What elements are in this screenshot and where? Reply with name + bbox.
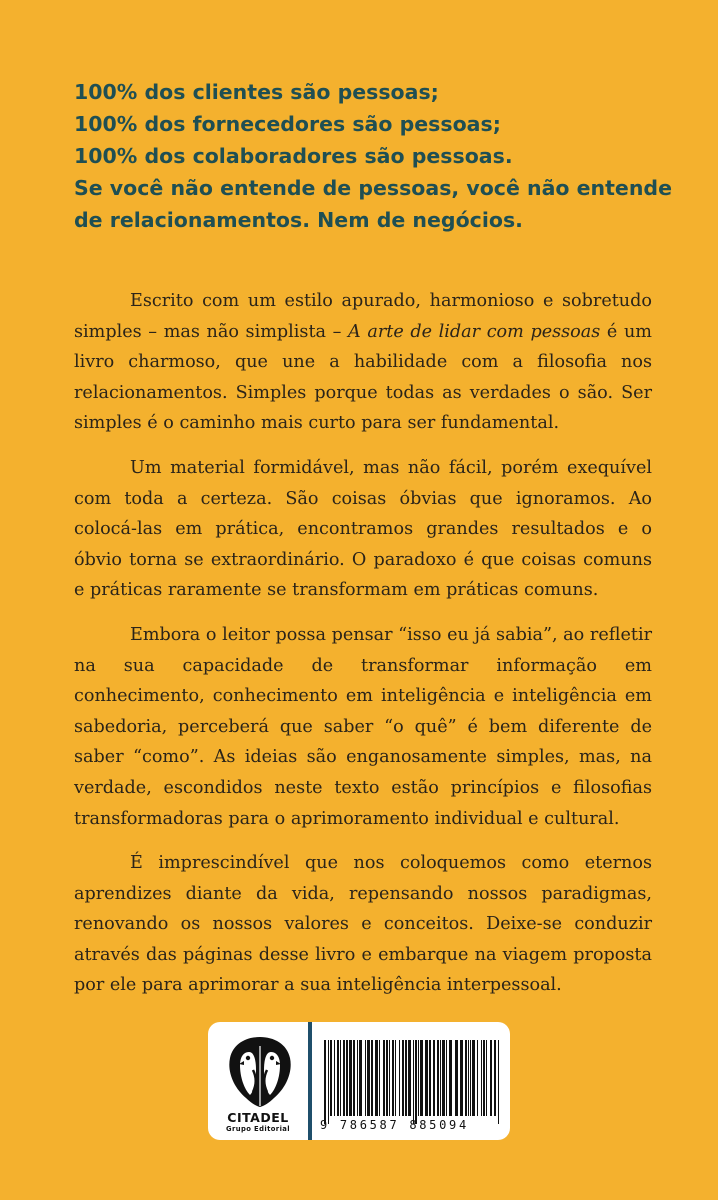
- synopsis-text: [74, 286, 652, 1015]
- barcode-bar: [470, 1040, 471, 1116]
- barcode-bar: [413, 1040, 414, 1124]
- panel-divider: [308, 1022, 312, 1140]
- barcode-bar: [346, 1040, 348, 1116]
- barcode-bar: [415, 1040, 417, 1124]
- headline-line: Se você não entende de pessoas, você não entende: [74, 176, 673, 200]
- barcode-bar: [420, 1040, 423, 1116]
- barcode-bar: [353, 1040, 355, 1116]
- barcode-bar: [433, 1040, 435, 1116]
- barcode-bar: [392, 1040, 394, 1116]
- headline-line: de relacionamentos. Nem de negócios.: [74, 208, 523, 232]
- barcode-bar: [349, 1040, 352, 1116]
- barcode-bar: [494, 1040, 496, 1116]
- barcode-bar: [429, 1040, 431, 1116]
- barcode-bar: [399, 1040, 400, 1116]
- barcode-bar: [481, 1040, 482, 1116]
- barcode-bar: [477, 1040, 478, 1116]
- penguins-logo-icon: [222, 1034, 298, 1108]
- barcode-bar: [334, 1040, 335, 1116]
- headline-line: 100% dos colaboradores são pessoas.: [74, 144, 513, 168]
- barcode-bar: [408, 1040, 411, 1116]
- barcode-bar: [472, 1040, 475, 1116]
- barcode-bar: [437, 1040, 439, 1116]
- barcode-bar: [395, 1040, 396, 1116]
- barcode-bar: [449, 1040, 452, 1116]
- isbn-barcode: [322, 1040, 504, 1124]
- barcode-bar: [405, 1040, 407, 1116]
- synopsis-paragraph-1: [74, 286, 652, 439]
- barcode-bar: [460, 1040, 463, 1116]
- barcode-bar: [367, 1040, 370, 1116]
- barcode-bar: [425, 1040, 428, 1116]
- headline-line: 100% dos fornecedores são pessoas;: [74, 112, 501, 136]
- barcode-bar: [468, 1040, 469, 1116]
- barcode-bar: [359, 1040, 362, 1116]
- synopsis-paragraph-3: Embora o leitor possa pensar “isso eu já sabia”, ao refletir na sua capacidade de transformar informação em conhecimento, conhecimento em inteligência e inteligência em sabedoria, perceberá que saber “o quê” é bem diferente de saber “como”. As ideias são enganosamente simples, mas, na verdade, escondidos neste texto estão princípios e filosofias transformadoras para o aprimoramento individual e cultural.: [74, 624, 652, 829]
- publisher-subtitle: Grupo Editorial: [225, 1125, 291, 1133]
- paragraph-text: é um livro charmoso, que une a habilidade com a filosofia nos relacionamentos. Simples porque todas as verdades o são. Ser simples é o caminho mais curto para ser fundamental.: [74, 321, 652, 434]
- synopsis-paragraph-4: É imprescindível que nos coloquemos como eternos aprendizes diante da vida, repensando nossos paradigmas, renovando os nossos valores e conceitos. Deixe-se conduzir através das páginas desse livro e embarque na viagem proposta por ele para aprimorar a sua inteligência interpessoal.: [74, 853, 652, 996]
- barcode-panel: [208, 1022, 510, 1140]
- barcode-bar: [442, 1040, 445, 1116]
- barcode-bar: [365, 1040, 366, 1116]
- barcode-bar: [337, 1040, 339, 1116]
- barcode-bar: [343, 1040, 345, 1116]
- barcode-bar: [483, 1040, 485, 1116]
- barcode-bar: [490, 1040, 492, 1116]
- barcode-bar: [330, 1040, 332, 1116]
- barcode-bar: [340, 1040, 341, 1116]
- barcode-bar: [389, 1040, 390, 1116]
- barcode-bar: [498, 1040, 499, 1124]
- publisher-logo: [208, 1022, 308, 1140]
- synopsis-paragraph-2: Um material formidável, mas não fácil, porém exequível com toda a certeza. São coisas óbvias que ignoramos. Ao colocá-las em prática, encontramos grandes resultados e o óbvio torna se extraordinário. O paradoxo é que coisas comuns e práticas raramente se transformam em práticas comuns.: [74, 457, 652, 601]
- barcode-bar: [418, 1040, 419, 1116]
- headline-block: [74, 76, 674, 236]
- barcode-bar: [375, 1040, 378, 1116]
- barcode-bar: [446, 1040, 447, 1116]
- barcode-bar: [324, 1040, 326, 1124]
- barcode-bar: [371, 1040, 373, 1116]
- barcode-bar: [486, 1040, 487, 1116]
- isbn-number: 9 786587 885094: [320, 1118, 469, 1132]
- barcode-bar: [455, 1040, 458, 1116]
- barcode-bar: [465, 1040, 467, 1116]
- paragraph-text: Escrito com um estilo apurado, harmonioso e sobretudo simples – mas não simplista –: [74, 291, 652, 342]
- barcode-bar: [402, 1040, 404, 1116]
- barcode-bar: [383, 1040, 385, 1116]
- barcode-bar: [379, 1040, 380, 1116]
- publisher-name: CITADEL: [227, 1110, 289, 1125]
- barcode-bar: [386, 1040, 388, 1116]
- barcode-bar: [357, 1040, 358, 1116]
- barcode-bar: [440, 1040, 441, 1116]
- book-title: A arte de lidar com pessoas: [348, 321, 601, 342]
- barcode-bar: [328, 1040, 329, 1124]
- headline-line: 100% dos clientes são pessoas;: [74, 80, 439, 104]
